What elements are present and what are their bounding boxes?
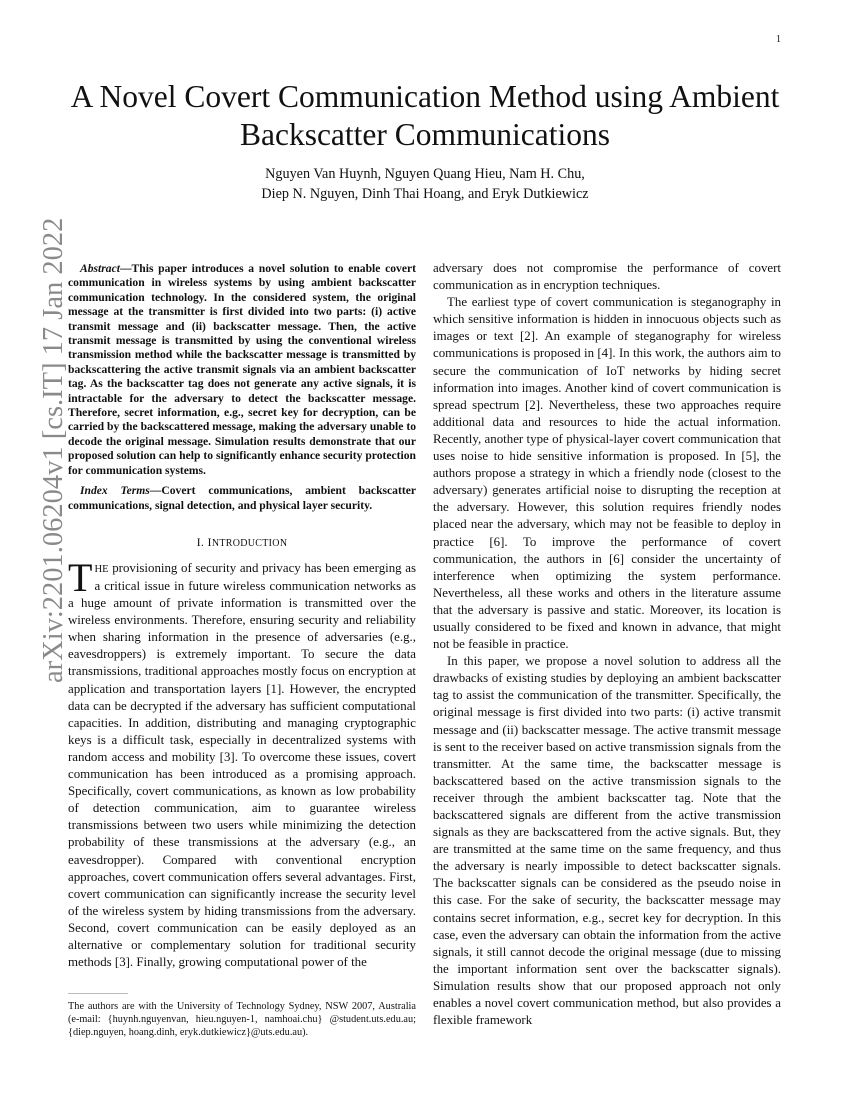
abstract xyxy=(68,262,416,478)
section-heading xyxy=(68,535,416,550)
footnote-rule xyxy=(68,993,128,994)
abstract-label: Abstract xyxy=(80,262,120,275)
right-paragraph-1: The earliest type of covert communication is steganography in which sensitive information is hidden in innocuous objects such as images or text [2]. An example of steganography for wireless communications is proposed in [4]. In this work, the authors aim to secure the communication of IoT networks by hiding secret information into images. Another kind of covert communication is spread spectrum [2]. Nevertheless, these two approaches require additional data and resources to hide the actual information. Recently, another type of physical-layer covert communication that uses noise to hide sensitive information is proposed. In [5], the authors propose a strategy in which a friendly node (closest to the adversary) generates artificial noise to disrupting the reception at the adversary. However, this solution requires friendly nodes placed near the adversary, which may not be feasible to deploy in practice [6]. To improve the performance of covert communication, the authors in [6] consider the uncertainty of interference when optimizing the system performance. Nevertheless, all these works and others in the literature assume that the adversary is passive and static. Moreover, its location is usually considered to be fixed and known in advance, that might not be feasible in practice. xyxy=(433,295,781,652)
index-terms-text: —Covert communications, ambient backscatter communications, signal detection, and physical layer security. xyxy=(68,484,416,512)
intro-smallcaps: HE xyxy=(94,563,109,575)
right-column xyxy=(433,260,781,1029)
index-terms xyxy=(68,484,416,513)
paper-title: A Novel Covert Communication Method using Ambient Backscatter Communications xyxy=(70,79,780,152)
arxiv-stamp-text: arXiv:2201.06204v1 [cs.IT] 17 Jan 2022 xyxy=(38,217,69,683)
index-terms-label: Index Terms xyxy=(80,484,150,498)
left-column xyxy=(68,262,416,971)
intro-paragraph-1-text: provisioning of security and privacy has been emerging as a critical issue in future wireless communication networks as a huge amount of private information is transmitted over the wireless environments. Therefore, ensuring security and reliability when sharing information in the presence of adversaries (e.g., eavesdroppers) is extremely important. To secure the data transmissions, traditional approaches mostly focus on encryption at application and transportation layers [1]. However, the encrypted data can be decrypted if the adversary has sufficient computational capacities. In addition, distributing and managing cryptographic keys is a difficult task, especially in decentralized systems with random access and mobility [3]. To overcome these issues, covert communication has been introduced as a promising approach. Specifically, covert communications, as known as low probability of detection communication, aim to guarantee wireless transmissions between two users while minimizing the detection probability of these transmissions at the adversary (e.g., an eavesdropper). Compared with conventional encryption approaches, covert communication offers several advantages. First, covert communication can significantly increase the security level of the wireless system by hiding transmissions from the adversary. Second, covert communication can be easily deployed as an alternative or complementary solution for traditional security methods [3]. Finally, growing computational power of the xyxy=(68,560,416,970)
footnote: The authors are with the University of Technology Sydney, NSW 2007, Australia (e-mail: {huynh.nguyenvan, hieu.nguyen-1, namhoai.chu} @student.uts.edu.au; {diep.nguyen, hoang.dinh, eryk.dutkiewicz}@uts.edu.au). xyxy=(68,1001,416,1038)
section-number: I. xyxy=(196,534,208,549)
intro-paragraph-1 xyxy=(68,554,416,971)
right-paragraph-0: adversary does not compromise the performance of covert communication as in encryption techniques. xyxy=(433,261,781,293)
authors-line-2: Diep N. Nguyen, Dinh Thai Hoang, and Eryk Dutkiewicz xyxy=(261,185,589,202)
author-list xyxy=(60,165,790,204)
page-number: 1 xyxy=(776,34,781,45)
drop-cap: T xyxy=(68,554,93,600)
right-paragraph-2: In this paper, we propose a novel solution to address all the drawbacks of existing studies by deploying an ambient backscatter tag to assist the communication of the transmitter. Specifically, the original message is first divided into two parts: (i) active transmit message and (ii) backscatter message. The active transmit message is sent to the receiver based on active transmission signals from the transmitter. At the same time, the backscatter message is backscattered based on the active transmission signals to the receiver through the ambient backscatter tag. Note that the backscattered signals are different from the active transmission signals as they are backscattered from the active signals. But, they are transmitted at the same time on the same frequency, and thus the adversary is nearly impossible to detect backscatter signals. The backscatter signals can be considered as the pseudo noise in this case. For the sake of security, the backscatter message may contains secret information, e.g., secret key for decryption. In this case, even the adversary can obtain the information from the active signals, it still cannot decode the original message (due to missing the important information sent over the backscatter signals). Simulation results show that our proposed approach not only enables a novel covert communication method, but also provides a flexible framework xyxy=(433,654,781,1028)
section-title-rest: NTRODUCTION xyxy=(211,537,288,549)
section-title-first: I xyxy=(207,534,212,549)
authors-line-1: Nguyen Van Huynh, Nguyen Quang Hieu, Nam H. Chu, xyxy=(265,166,585,182)
abstract-text: —This paper introduces a novel solution to enable covert communication in wireless systems by using ambient backscatter communication technology. In the considered system, the original message at the transmitter is first divided into two parts: (i) active transmit message and (ii) backscatter message. Then, the active transmit message is transmitted by using the conventional wireless transmission method while the backscatter message is transmitted by backscattering the active transmit signals via an ambient backscatter tag. As the backscatter tag does not generate any active signals, it is intractable for the adversary to detect the backscatter message. Therefore, secret information, e.g., secret key for decryption, can be carried by the backscattered message, making the adversary unable to decode the original message. Simulation results demonstrate that our proposed solution can help to significantly enhance security protection for communication systems. xyxy=(68,262,416,477)
